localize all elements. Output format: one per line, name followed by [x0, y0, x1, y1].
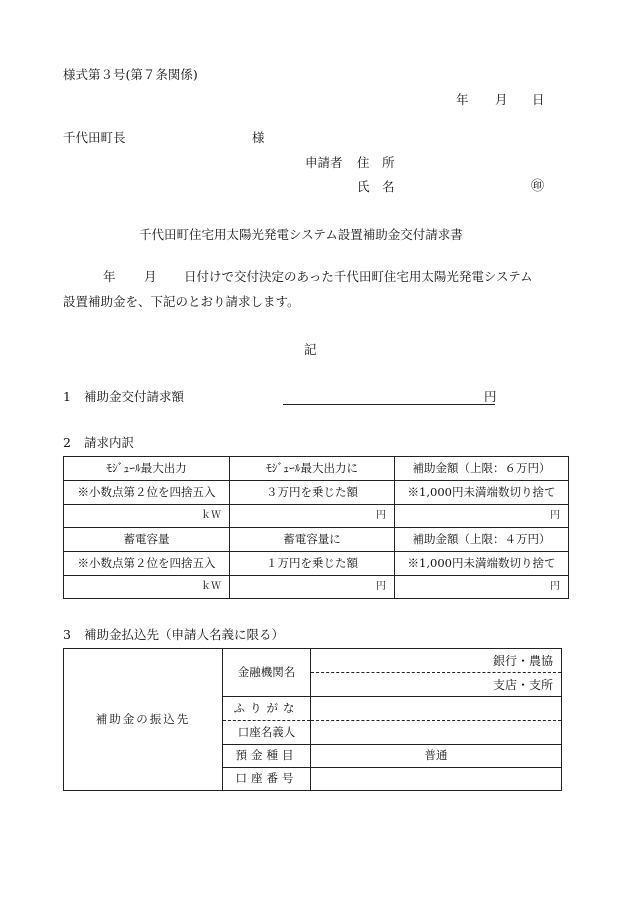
form-number: 様式第３号(第７条関係) [63, 67, 198, 82]
section1-unit: 円 [484, 389, 497, 404]
breakdown-table [63, 456, 569, 599]
deposit-type-label: 預金種目 [223, 745, 311, 768]
applicant-label: 申請者 [305, 155, 343, 170]
module-output-cell[interactable]: ｋＷ [64, 505, 230, 528]
section2-number: 2 [63, 435, 71, 450]
date-day-label: 日 [532, 92, 545, 107]
amount-input-line[interactable] [283, 404, 495, 405]
body-year: 年 [103, 269, 116, 284]
account-holder-label: 口座名義人 [223, 721, 311, 745]
section2-label: 請求内訳 [84, 435, 135, 450]
account-holder-cell[interactable] [311, 721, 562, 745]
battery-capacity-note: ※小数点第２位を四捨五入 [64, 552, 230, 576]
bank-name-label: 金融機関名 [223, 649, 311, 697]
furigana-cell[interactable] [311, 697, 562, 721]
date-year-label: 年 [456, 92, 469, 107]
module-amount-note: ３万円を乗じた額 [230, 481, 395, 505]
deposit-type-value[interactable]: 普通 [311, 745, 562, 768]
module-amount-cell[interactable]: 円 [230, 505, 395, 528]
bank-name-cell[interactable]: 銀行・農協 [311, 649, 562, 673]
document-title: 千代田町住宅用太陽光発電システム設置補助金交付請求書 [139, 227, 463, 242]
section1-label: 補助金交付請求額 [84, 389, 185, 404]
body-line2: 設置補助金を、下記のとおり請求します。 [63, 294, 300, 309]
applicant-address-label: 住 所 [357, 155, 395, 170]
applicant-name-label: 氏 名 [357, 179, 395, 194]
addressee-name: 千代田町長 [63, 130, 126, 145]
module-output-header: ﾓｼﾞｭｰﾙ最大出力 [64, 457, 230, 481]
battery-subsidy-header: 補助金額（上限：４万円） [395, 528, 569, 552]
section3-number: 3 [63, 627, 71, 642]
seal-mark: ㊞ [531, 179, 545, 194]
account-number-cell[interactable] [311, 768, 562, 791]
bank-table-label: 補助金の振込先 [64, 649, 223, 791]
furigana-label: ふりがな [223, 697, 311, 721]
battery-amount-note: １万円を乗じた額 [230, 552, 395, 576]
module-subsidy-note: ※1,000円未満端数切り捨て [395, 481, 569, 505]
date-month-label: 月 [495, 92, 508, 107]
battery-capacity-header: 蓄電容量 [64, 528, 230, 552]
module-amount-header: ﾓｼﾞｭｰﾙ最大出力に [230, 457, 395, 481]
module-subsidy-header: 補助金額（上限：６万円） [395, 457, 569, 481]
addressee-honorific: 様 [252, 130, 265, 145]
body-line1: 日付けで交付決定のあった千代田町住宅用太陽光発電システム [184, 269, 533, 284]
battery-amount-header: 蓄電容量に [230, 528, 395, 552]
module-output-note: ※小数点第２位を四捨五入 [64, 481, 230, 505]
battery-capacity-cell[interactable]: ｋＷ [64, 576, 230, 599]
body-month: 月 [144, 269, 157, 284]
ki-heading: 記 [304, 342, 317, 357]
section1-number: 1 [63, 389, 71, 404]
battery-subsidy-cell[interactable]: 円 [395, 576, 569, 599]
battery-amount-cell[interactable]: 円 [230, 576, 395, 599]
bank-table [63, 648, 562, 791]
module-subsidy-cell[interactable]: 円 [395, 505, 569, 528]
section3-label: 補助金払込先（申請人名義に限る） [84, 627, 285, 642]
branch-name-cell[interactable]: 支店・支所 [311, 673, 562, 697]
account-number-label: 口座番号 [223, 768, 311, 791]
battery-subsidy-note: ※1,000円未満端数切り捨て [395, 552, 569, 576]
